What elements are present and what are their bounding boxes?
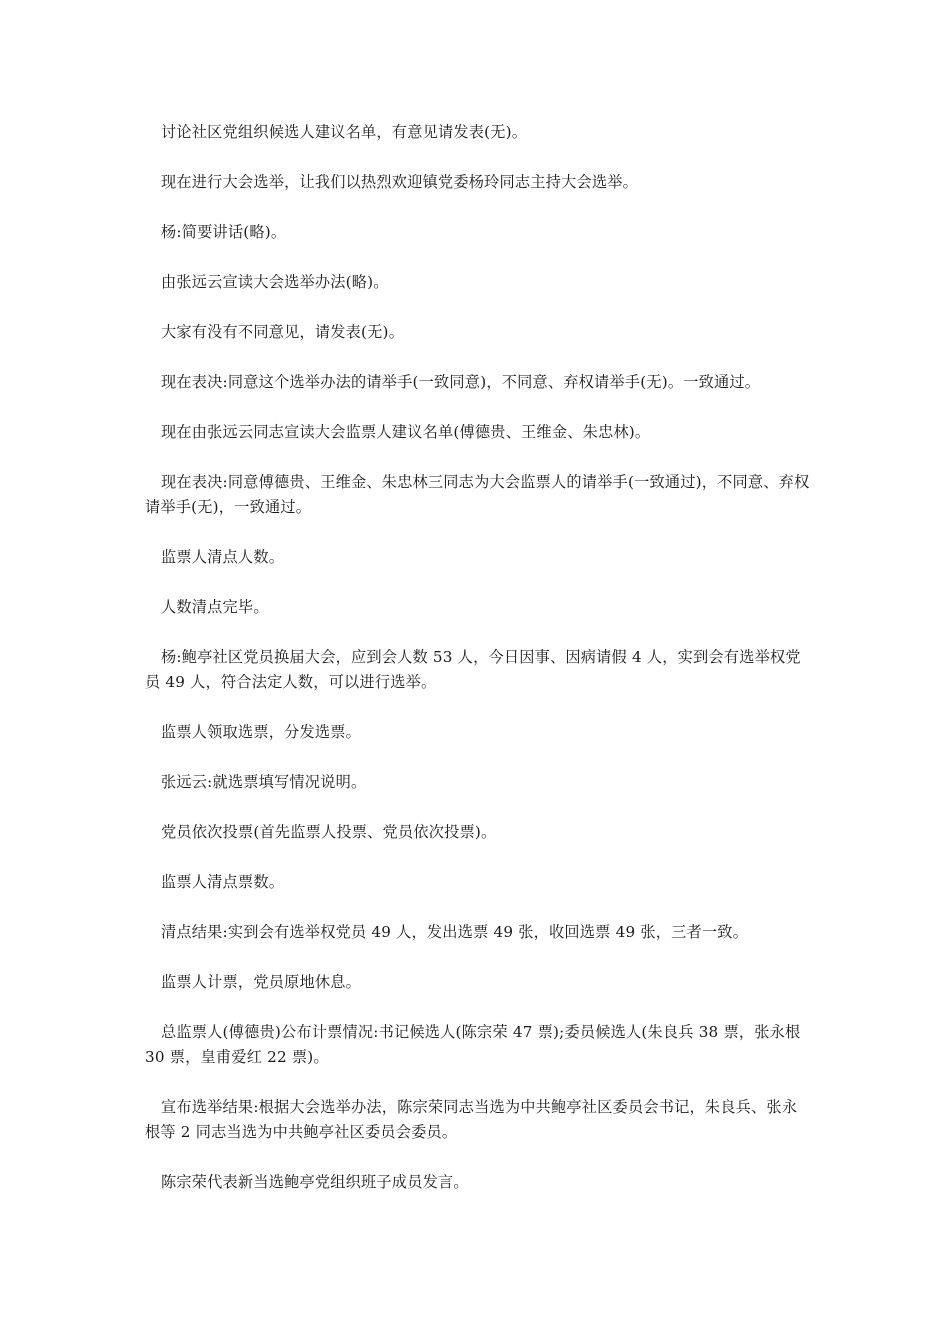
paragraph-14: 党员依次投票(首先监票人投票、党员依次投票)。 [161, 823, 497, 841]
paragraph-11: 杨:鲍亭社区党员换届大会，应到会人数 53 人，今日因事、因病请假 4 人，实到会有选举权党员 49 人，符合法定人数，可以进行选举。 [145, 648, 801, 691]
paragraph-10: 人数清点完毕。 [161, 598, 269, 616]
paragraph-12: 监票人领取选票，分发选票。 [161, 723, 362, 741]
paragraph-5: 大家有没有不同意见，请发表(无)。 [161, 323, 405, 341]
paragraph-19: 宣布选举结果:根据大会选举办法，陈宗荣同志当选为中共鲍亭社区委员会书记，朱良兵、张永根等 2 同志当选为中共鲍亭社区委员会委员。 [145, 1098, 798, 1141]
paragraph-8: 现在表决:同意傅德贵、王维金、朱忠林三同志为大会监票人的请举手(一致通过)，不同意、弃权请举手(无)，一致通过。 [145, 473, 810, 516]
paragraph-7: 现在由张远云同志宣读大会监票人建议名单(傅德贵、王维金、朱忠林)。 [161, 423, 651, 441]
paragraph-18: 总监票人(傅德贵)公布计票情况:书记候选人(陈宗荣 47 票);委员候选人(朱良兵 38 票，张永根 30 票，皇甫爱红 22 票)。 [145, 1023, 801, 1066]
paragraph-1: 讨论社区党组织候选人建议名单，有意见请发表(无)。 [161, 123, 528, 141]
paragraph-16: 清点结果:实到会有选举权党员 49 人，发出选票 49 张，收回选票 49 张，三者一致。 [161, 923, 749, 941]
paragraph-6: 现在表决:同意这个选举办法的请举手(一致同意)，不同意、弃权请举手(无)。一致通过。 [161, 373, 761, 391]
paragraph-13: 张远云:就选票填写情况说明。 [161, 773, 367, 791]
paragraph-3: 杨:简要讲话(略)。 [161, 223, 287, 241]
paragraph-17: 监票人计票，党员原地休息。 [161, 973, 362, 991]
paragraph-15: 监票人清点票数。 [161, 873, 285, 891]
paragraph-9: 监票人清点人数。 [161, 548, 285, 566]
paragraph-2: 现在进行大会选举，让我们以热烈欢迎镇党委杨玲同志主持大会选举。 [161, 173, 639, 191]
paragraph-4: 由张远云宣读大会选举办法(略)。 [161, 273, 389, 291]
document-body [145, 120, 810, 1220]
paragraph-20: 陈宗荣代表新当选鲍亭党组织班子成员发言。 [161, 1173, 469, 1191]
